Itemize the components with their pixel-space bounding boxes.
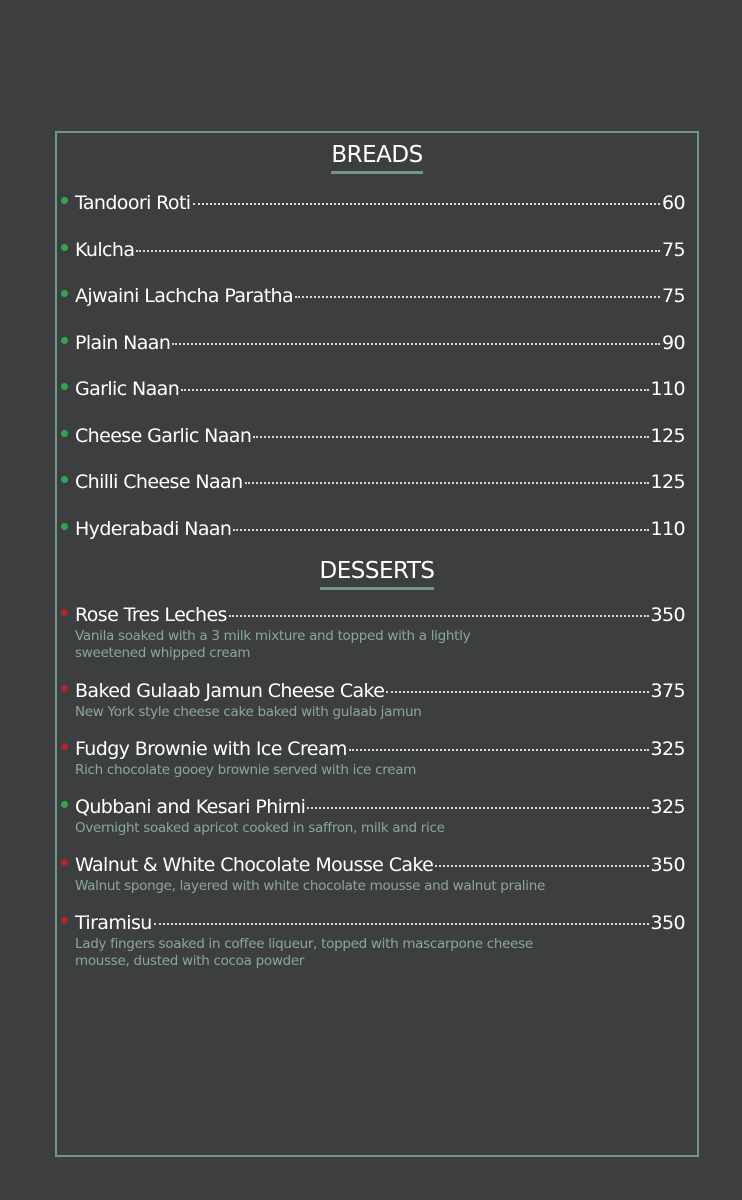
dotted-leader <box>233 529 648 531</box>
dotted-leader <box>181 389 648 391</box>
dotted-leader <box>136 250 660 252</box>
nonveg-dot-icon <box>61 859 68 866</box>
dotted-leader <box>172 343 660 345</box>
nonveg-dot-icon <box>61 743 68 750</box>
item-name: Kulcha <box>75 239 135 261</box>
item-name: Garlic Naan <box>75 378 180 400</box>
item-description: Walnut sponge, layered with white chocolate mousse and walnut praline <box>75 878 545 894</box>
menu-item-bread <box>61 330 685 356</box>
menu-item-dessert <box>61 910 685 970</box>
item-price: 125 <box>650 425 685 447</box>
item-name: Qubbani and Kesari Phirni <box>75 796 306 818</box>
item-name: Baked Gulaab Jamun Cheese Cake <box>75 680 385 702</box>
item-price: 75 <box>662 285 685 307</box>
veg-dot-icon <box>61 523 68 530</box>
menu-item-dessert <box>61 794 685 837</box>
item-price: 325 <box>650 796 685 818</box>
dotted-leader <box>229 615 649 617</box>
menu-item-dessert <box>61 678 685 721</box>
dotted-leader <box>386 691 648 693</box>
item-price: 60 <box>662 192 685 214</box>
item-name: Hyderabadi Naan <box>75 518 232 540</box>
item-price: 125 <box>650 471 685 493</box>
veg-dot-icon <box>61 383 68 390</box>
item-name: Chilli Cheese Naan <box>75 471 243 493</box>
menu-item-bread <box>61 516 685 542</box>
veg-dot-icon <box>61 430 68 437</box>
menu-item-bread <box>61 283 685 309</box>
item-description: Rich chocolate gooey brownie served with ice cream <box>75 762 417 778</box>
item-price: 110 <box>650 378 685 400</box>
item-description: Overnight soaked apricot cooked in saffron, milk and rice <box>75 820 445 836</box>
item-price: 375 <box>650 680 685 702</box>
item-name: Cheese Garlic Naan <box>75 425 252 447</box>
veg-dot-icon <box>61 337 68 344</box>
item-price: 350 <box>650 912 685 934</box>
item-name: Tiramisu <box>75 912 152 934</box>
item-name: Tandoori Roti <box>75 192 191 214</box>
veg-dot-icon <box>61 476 68 483</box>
menu-item-bread <box>61 376 685 402</box>
dotted-leader <box>154 923 649 925</box>
item-price: 90 <box>662 332 685 354</box>
dotted-leader <box>435 865 648 867</box>
item-description: Lady fingers soaked in coffee liqueur, topped with mascarpone cheese mousse, dusted with cocoa powder <box>75 936 533 969</box>
breads-heading: BREADS <box>331 141 422 174</box>
menu-item-bread <box>61 423 685 449</box>
item-name: Fudgy Brownie with Ice Cream <box>75 738 347 760</box>
item-name: Plain Naan <box>75 332 171 354</box>
dotted-leader <box>193 203 661 205</box>
breads-section-title <box>57 141 697 174</box>
desserts-section-title <box>57 557 697 590</box>
menu-item-dessert <box>61 736 685 779</box>
dotted-leader <box>253 436 648 438</box>
menu-item-bread <box>61 237 685 263</box>
item-price: 350 <box>650 854 685 876</box>
dotted-leader <box>349 749 649 751</box>
nonveg-dot-icon <box>61 609 68 616</box>
menu-frame <box>55 131 699 1157</box>
menu-item-dessert <box>61 852 685 895</box>
menu-item-bread <box>61 190 685 216</box>
dotted-leader <box>307 807 648 809</box>
item-name: Ajwaini Lachcha Paratha <box>75 285 294 307</box>
veg-dot-icon <box>61 244 68 251</box>
desserts-heading: DESSERTS <box>320 557 435 590</box>
nonveg-dot-icon <box>61 917 68 924</box>
item-price: 350 <box>650 604 685 626</box>
item-description: New York style cheese cake baked with gulaab jamun <box>75 704 422 720</box>
item-price: 75 <box>662 239 685 261</box>
dotted-leader <box>295 296 660 298</box>
veg-dot-icon <box>61 801 68 808</box>
item-name: Rose Tres Leches <box>75 604 227 626</box>
veg-dot-icon <box>61 290 68 297</box>
menu-item-bread <box>61 469 685 495</box>
nonveg-dot-icon <box>61 685 68 692</box>
item-name: Walnut & White Chocolate Mousse Cake <box>75 854 434 876</box>
veg-dot-icon <box>61 197 68 204</box>
item-description: Vanila soaked with a 3 milk mixture and topped with a lightly sweetened whipped cream <box>75 628 471 661</box>
item-price: 110 <box>650 518 685 540</box>
menu-item-dessert <box>61 602 685 662</box>
dotted-leader <box>245 482 649 484</box>
item-price: 325 <box>650 738 685 760</box>
